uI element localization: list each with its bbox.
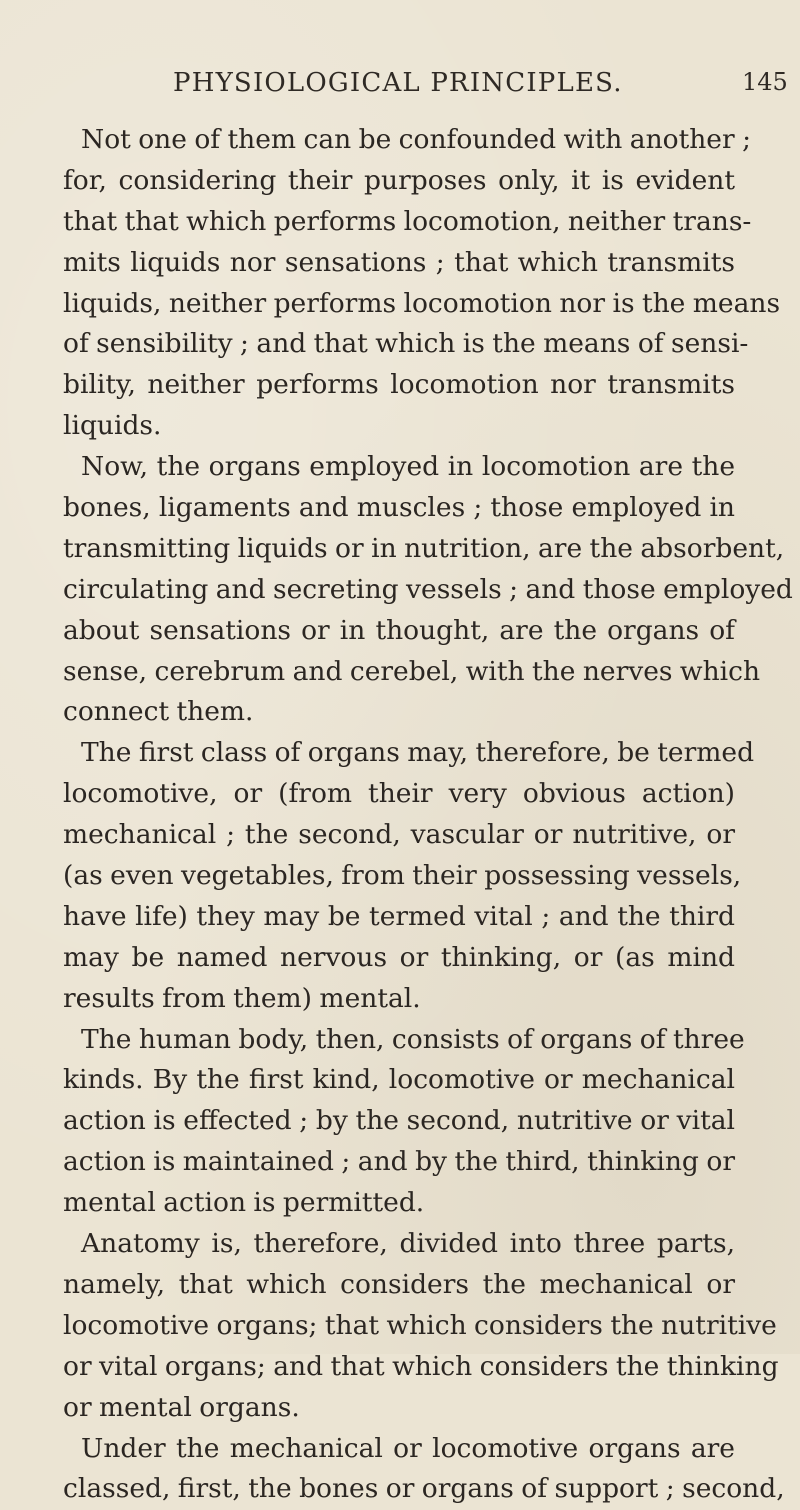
text-line: circulating and secreting vessels ; and those employed [63, 570, 735, 611]
paragraph [63, 120, 735, 447]
text-line: sense, cerebrum and cerebel, with the nerves which [63, 652, 735, 693]
running-head-title: PHYSIOLOGICAL PRINCIPLES. [173, 70, 623, 96]
text-line: mental action is permitted. [63, 1183, 735, 1224]
text-line: have life) they may be termed vital ; and the third [63, 897, 735, 938]
text-line: classed, first, the bones or organs of support ; second, [63, 1469, 735, 1510]
text-line: The first class of organs may, therefore, be termed [63, 733, 735, 774]
text-line: connect them. [63, 692, 735, 733]
text-line: mits liquids nor sensations ; that which transmits [63, 243, 735, 284]
text-line: action is effected ; by the second, nutritive or vital [63, 1101, 735, 1142]
text-line: locomotive organs; that which considers the nutritive [63, 1306, 735, 1347]
paragraph [63, 733, 735, 1019]
text-line: kinds. By the first kind, locomotive or mechanical [63, 1060, 735, 1101]
text-line: or mental organs. [63, 1388, 735, 1429]
text-line: about sensations or in thought, are the organs of [63, 611, 735, 652]
text-line: action is maintained ; and by the third, thinking or [63, 1142, 735, 1183]
page-number: 145 [742, 70, 788, 94]
text-line: (as even vegetables, from their possessing vessels, [63, 856, 735, 897]
paragraph [63, 1020, 735, 1224]
text-line: liquids, neither performs locomotion nor is the means [63, 284, 735, 325]
text-line: results from them) mental. [63, 979, 735, 1020]
text-line: namely, that which considers the mechanical or [63, 1265, 735, 1306]
paragraph [63, 1429, 735, 1510]
text-line: The human body, then, consists of organs of three [63, 1020, 735, 1061]
text-line: transmitting liquids or in nutrition, are the absorbent, [63, 529, 735, 570]
text-line: bones, ligaments and muscles ; those employed in [63, 488, 735, 529]
text-line: for, considering their purposes only, it is evident [63, 161, 735, 202]
text-line: that that which performs locomotion, neither trans- [63, 202, 735, 243]
text-line: locomotive, or (from their very obvious action) [63, 774, 735, 815]
text-line: bility, neither performs locomotion nor transmits [63, 365, 735, 406]
text-line: Not one of them can be confounded with another ; [63, 120, 735, 161]
text-line: Now, the organs employed in locomotion are the [63, 447, 735, 488]
text-line: may be named nervous or thinking, or (as mind [63, 938, 735, 979]
text-line: or vital organs; and that which considers the thinking [63, 1347, 735, 1388]
text-line: Under the mechanical or locomotive organs are [63, 1429, 735, 1470]
text-line: liquids. [63, 406, 735, 447]
body-text [63, 120, 735, 1510]
paragraph [63, 1224, 735, 1428]
text-line: mechanical ; the second, vascular or nutritive, or [63, 815, 735, 856]
paragraph [63, 447, 735, 733]
text-line: of sensibility ; and that which is the means of sensi- [63, 324, 735, 365]
text-line: Anatomy is, therefore, divided into three parts, [63, 1224, 735, 1265]
